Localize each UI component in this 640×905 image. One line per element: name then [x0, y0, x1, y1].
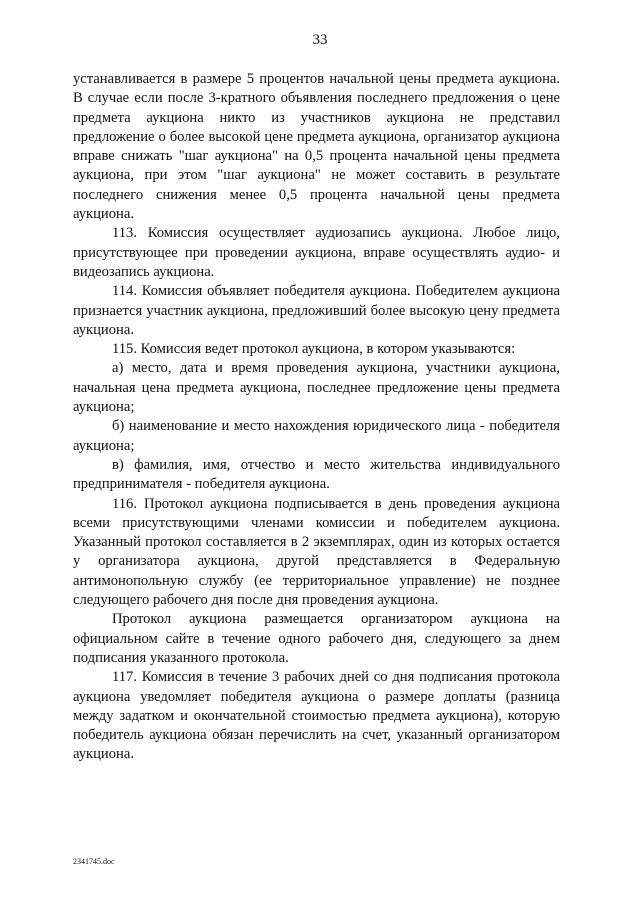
paragraph-117: 117. Комиссия в течение 3 рабочих дней со дня подписания протокола аукциона уведомляет победителя аукциона о размере доплаты (разница между задатком и окончательной стоимостью предмета аукциона), которую победитель аукциона обязан перечислить на счет, указанный организатором аукциона. [73, 669, 560, 763]
paragraph-116: 116. Протокол аукциона подписывается в день проведения аукциона всеми присутствующими членами комиссии и победителем аукциона. Указанный протокол составляется в 2 экземплярах, один из которых остается у организатора аукциона, другой представляется в Федеральную антимонопольную службу (ее территориальное управление) не позднее следующего рабочего дня после дня проведения аукциона. [73, 495, 560, 609]
paragraph-114: 114. Комиссия объявляет победителя аукциона. Победителем аукциона признается участник аукциона, предложивший более высокую цену предмета аукциона. [73, 283, 560, 338]
paragraph-115-item-b: б) наименование и место нахождения юридического лица - победителя аукциона; [73, 418, 560, 454]
paragraph-continuation: устанавливается в размере 5 процентов начальной цены предмета аукциона. В случае если после 3-кратного объявления последнего предложения о цене предмета аукциона никто из участников аукциона не представил предложение о более высокой цене предмета аукциона, организатор аукциона вправе снижать "шаг аукциона" на 0,5 процента начальной цены предмета аукциона, при этом "шаг аукциона" не может составить в результате последнего снижения менее 0,5 процента начальной цены предмета аукциона. [73, 71, 560, 223]
file-name-footer: 2341745.doc [73, 857, 115, 866]
paragraph-115-item-v: в) фамилия, имя, отчество и место жительства индивидуального предпринимателя - победителя аукциона. [73, 456, 560, 493]
paragraph-115-item-a: а) место, дата и время проведения аукциона, участники аукциона, начальная цена предмета аукциона, последнее предложение цены предмета аукциона; [73, 360, 560, 416]
paragraph-116-publication: Протокол аукциона размещается организатором аукциона на официальном сайте в течение одного рабочего дня, следующего за днем подписания указанного протокола. [73, 611, 560, 666]
paragraph-113: 113. Комиссия осуществляет аудиозапись аукциона. Любое лицо, присутствующее при проведении аукциона, вправе осуществлять аудио- и видеозапись аукциона. [73, 225, 560, 280]
paragraph-115: 115. Комиссия ведет протокол аукциона, в котором указываются: [112, 341, 516, 358]
page-number: 33 [312, 32, 328, 48]
document-body [73, 70, 560, 765]
